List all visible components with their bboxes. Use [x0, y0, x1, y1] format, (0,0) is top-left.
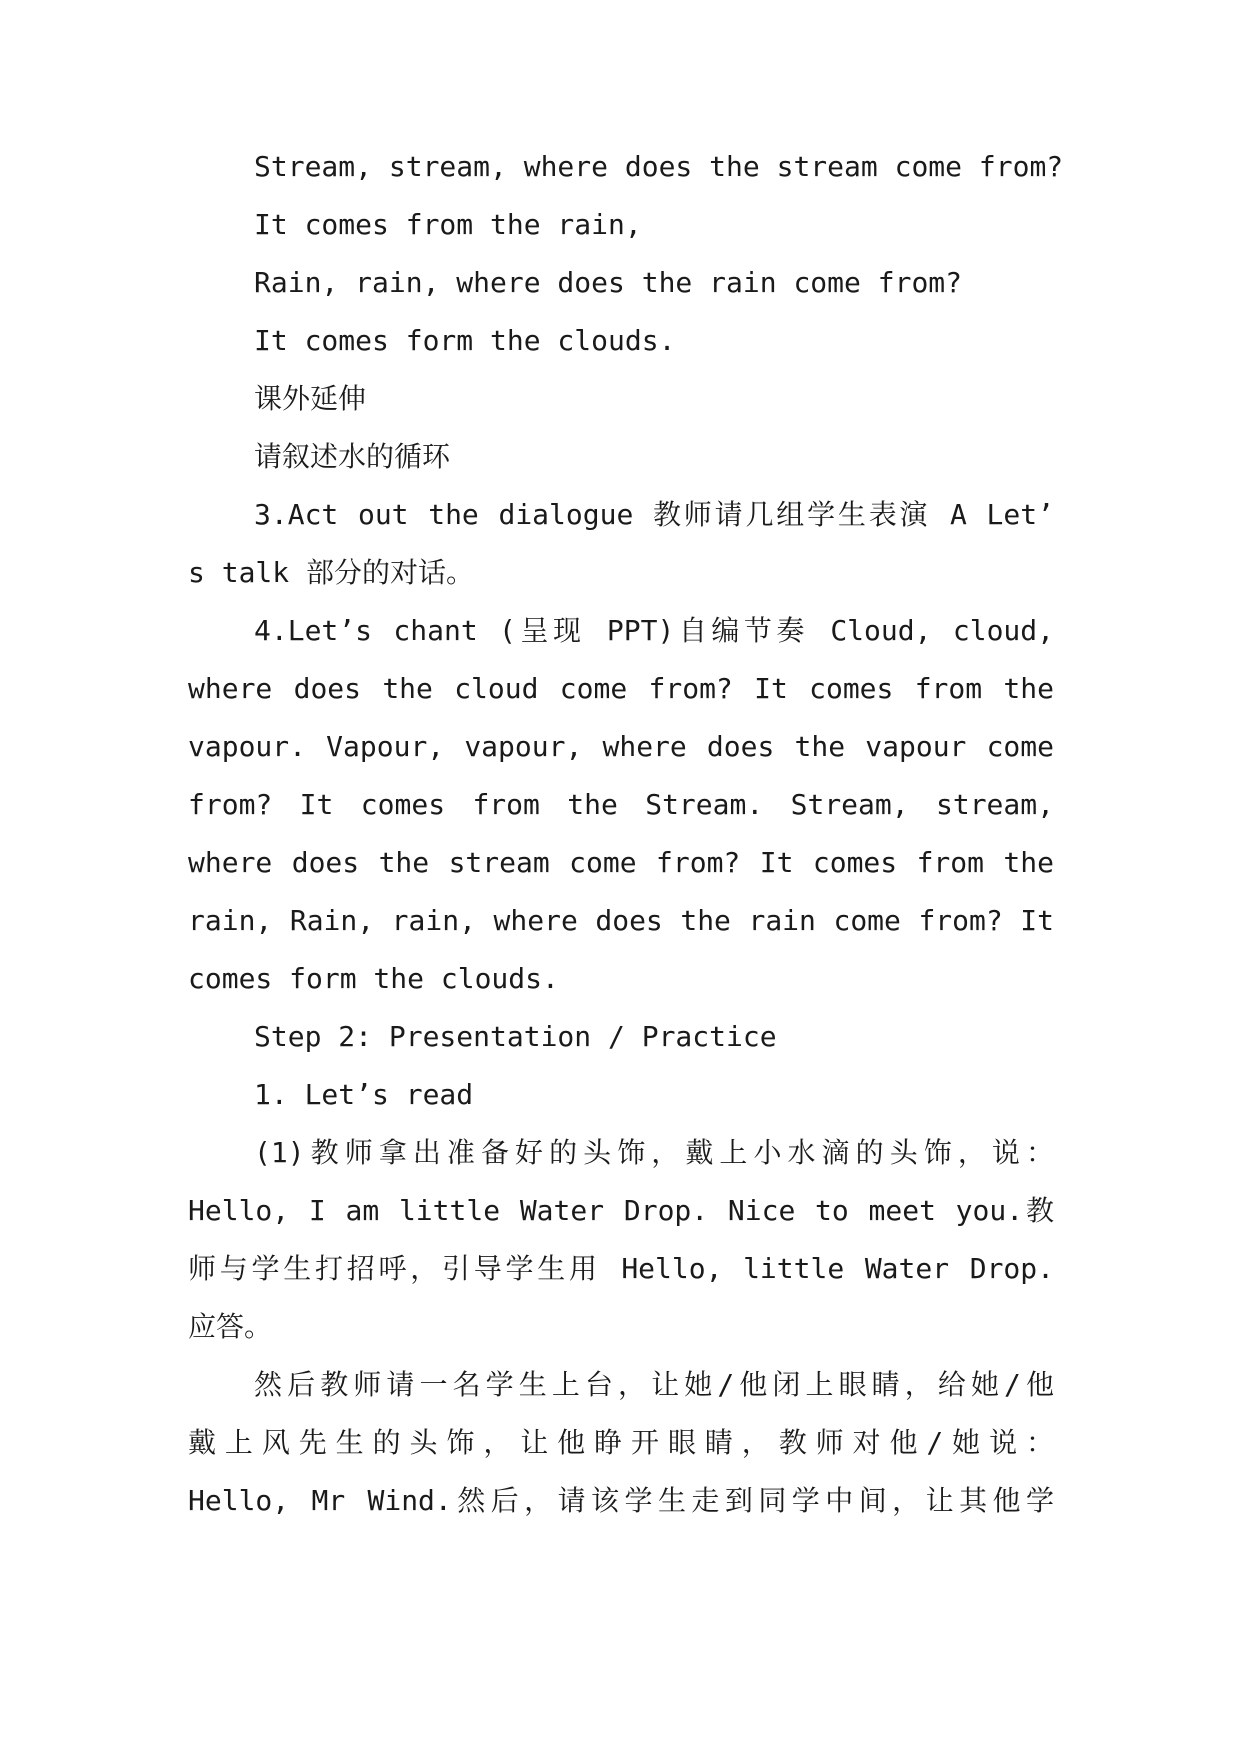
text-line: comes form the clouds. — [188, 962, 559, 995]
text-line: (1)教师拿出准备好的头饰，戴上小水滴的头饰，说： — [254, 1136, 1054, 1169]
text-line: rain, Rain, rain, where does the rain come from? It — [188, 904, 1054, 937]
text-line: Stream, stream, where does the stream come from? — [254, 150, 1064, 183]
text-line: where does the stream come from? It comes from the — [188, 846, 1054, 879]
text-line: from? It comes from the Stream. Stream, stream, — [188, 788, 1054, 821]
text-line: 1. Let’s read — [254, 1078, 474, 1111]
text-line: 3.Act out the dialogue 教师请几组学生表演 A Let’ — [254, 498, 1054, 531]
text-line: 课外延伸 — [254, 382, 367, 415]
text-line: 然后教师请一名学生上台，让她/他闭上眼睛，给她/他 — [254, 1368, 1054, 1401]
text-line: Hello, Mr Wind.然后，请该学生走到同学中间，让其他学 — [188, 1484, 1054, 1517]
text-line: 应答。 — [188, 1310, 273, 1343]
text-line: 4.Let’s chant (呈现 PPT)自编节奏 Cloud, cloud, — [254, 614, 1054, 647]
text-line: Hello, I am little Water Drop. Nice to meet you.教 — [188, 1194, 1054, 1227]
text-line: Rain, rain, where does the rain come from? — [254, 266, 963, 299]
text-line: 师与学生打招呼，引导学生用 Hello, little Water Drop. — [188, 1252, 1054, 1285]
text-line: vapour. Vapour, vapour, where does the vapour come — [188, 730, 1054, 763]
text-line: 请叙述水的循环 — [254, 440, 451, 473]
text-line: It comes from the rain, — [254, 208, 642, 241]
text-line: It comes form the clouds. — [254, 324, 676, 357]
text-line: Step 2: Presentation / Practice — [254, 1020, 777, 1053]
text-line: s talk 部分的对话。 — [188, 556, 475, 589]
text-block-poem — [188, 138, 1064, 1530]
text-line: where does the cloud come from? It comes from the — [188, 672, 1054, 705]
text-line: 戴上风先生的头饰，让他睁开眼睛，教师对他/她说： — [188, 1426, 1054, 1459]
